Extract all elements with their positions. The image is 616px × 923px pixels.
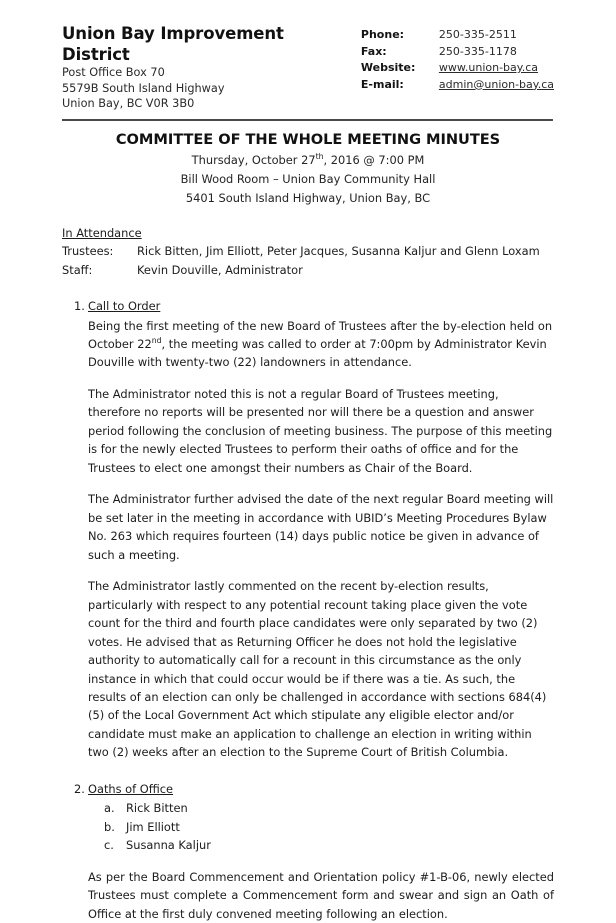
contact-label-phone: Phone: — [360, 28, 405, 41]
section-1-marker: 1. — [74, 299, 85, 314]
list-item — [104, 836, 554, 854]
section-oaths-of-office — [62, 780, 554, 923]
meeting-date-ordinal: th — [315, 151, 324, 161]
meeting-date-prefix: Thursday, October 27 — [191, 152, 316, 167]
section-1-paragraph-1-pre: Being the first meeting of the new Board of Trustees after the by-election held on October 22 — [88, 318, 553, 352]
attendance-value-trustees: Rick Bitten, Jim Elliott, Peter Jacques, Susanna Kaljur and Glenn Loxam — [137, 244, 540, 259]
attendance-heading: In Attendance — [62, 225, 142, 240]
meeting-time-suffix: , 2016 @ 7:00 PM — [323, 152, 425, 167]
section-2-body — [88, 780, 554, 923]
list-item — [104, 799, 554, 817]
oaths-item-label-c: Susanna Kaljur — [126, 838, 211, 853]
oaths-item-marker-c: c. — [104, 838, 114, 853]
meeting-datetime — [0, 152, 616, 169]
contact-block — [361, 24, 554, 112]
oaths-item-marker-b: b. — [104, 819, 115, 834]
contact-value-website[interactable]: www.union-bay.ca — [438, 61, 539, 75]
document-body — [0, 225, 616, 923]
oaths-name-list — [88, 799, 554, 854]
contact-value-email[interactable]: admin@union-bay.ca — [438, 77, 554, 91]
section-2-title: Oaths of Office — [88, 781, 174, 796]
contact-value-fax: 250-335-1178 — [438, 44, 517, 58]
section-1-paragraph-4: The Administrator lastly commented on the recent by-election results, particularly with respect to any potential recount taking place given the vote count for the third and fourth place candidates were only separated by two (2) votes. He advised that as Returning Officer he does not hold the legislative authority to automatically call for a recount in this circumstance as the only instance in which that could occur would be if there was a tie. As such, the results of an election can only be challenged in accordance with sections 684(4)(5) of the Local Government Act which stipulate any eligible elector and/or candidate must make an application to challenge an election in writing within two (2) weeks after an election to the Supreme Court of British Columbia. — [88, 579, 547, 760]
section-1-paragraph-1 — [88, 317, 554, 372]
contact-value-phone: 250-335-2511 — [438, 28, 517, 41]
page-title: COMMITTEE OF THE WHOLE MEETING MINUTES — [115, 130, 501, 148]
title-block — [0, 131, 616, 208]
contact-label-website: Website: — [360, 61, 416, 75]
organization-name: Union Bay Improvement District — [62, 24, 284, 64]
section-1-date-ordinal: nd — [151, 336, 162, 346]
section-1-paragraph-2: The Administrator noted this is not a regular Board of Trustees meeting, therefore no reports will be presented nor will there be a question and answer period following the conclusion of meeting business. The purpose of this meeting is for the newly elected Trustees to perform their oaths of office and for the Trustees to elect one amongst their numbers as Chair of the Board. — [88, 386, 553, 475]
header-divider — [62, 119, 553, 121]
section-2-paragraph-1: As per the Board Commencement and Orientation policy #1-B-06, newly elected Trustees must complete a Commencement form and swear and sign an Oath of Office at the first duly convened meeting following an election. — [88, 869, 554, 921]
meeting-venue: Bill Wood Room – Union Bay Community Hall — [180, 171, 436, 186]
attendance-label-staff: Staff: — [62, 262, 93, 277]
oaths-item-marker-a: a. — [104, 801, 115, 816]
organization-block — [62, 24, 351, 112]
section-1-paragraph-1-post: , the meeting was called to order at 7:00pm by Administrator Kevin Douville with twenty-two (22) landowners in attendance. — [88, 337, 547, 370]
attendance-value-staff: Kevin Douville, Administrator — [137, 262, 303, 277]
oaths-item-label-a: Rick Bitten — [126, 801, 188, 816]
organization-address-line-3: Union Bay, BC V0R 3B0 — [62, 97, 195, 111]
organization-address-line-1: Post Office Box 70 — [62, 66, 165, 80]
contact-label-email: E-mail: — [360, 77, 404, 91]
attendance-table — [62, 242, 554, 279]
organization-address-line-2: 5579B South Island Highway — [62, 81, 225, 95]
section-1-title: Call to Order — [88, 299, 161, 314]
section-call-to-order — [62, 297, 554, 762]
section-1-body — [88, 297, 554, 762]
meeting-venue-address: 5401 South Island Highway, Union Bay, BC — [185, 191, 431, 206]
attendance-label-trustees: Trustees: — [62, 244, 114, 259]
section-1-paragraph-3: The Administrator further advised the date of the next regular Board meeting will be set later in the meeting in accordance with UBID’s Meeting Procedures Bylaw No. 263 which requires fourteen (14) days public notice be given in advance of such a meeting. — [88, 492, 554, 562]
oaths-item-label-b: Jim Elliott — [126, 819, 180, 834]
letterhead — [0, 0, 616, 112]
section-2-marker: 2. — [74, 781, 85, 796]
list-item — [104, 818, 554, 836]
contact-label-fax: Fax: — [360, 44, 387, 58]
